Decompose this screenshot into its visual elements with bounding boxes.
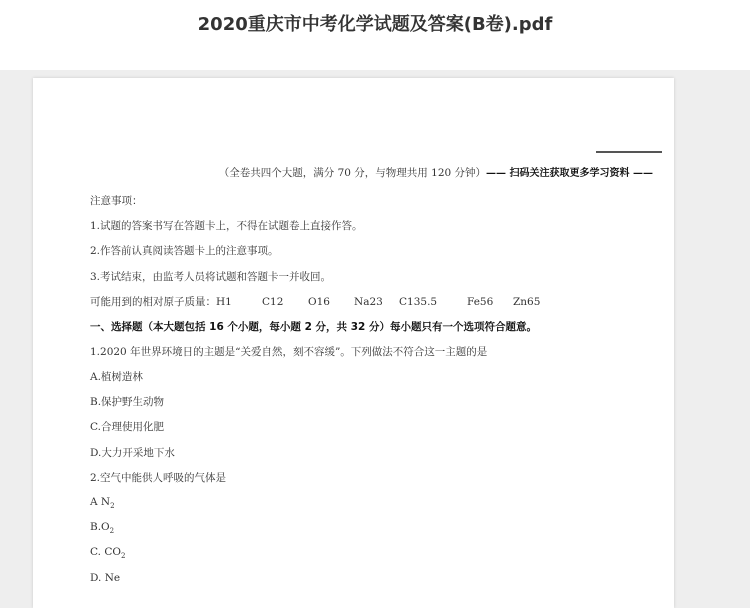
mass-zn: Zn65: [513, 296, 541, 308]
question-2-option-a: [90, 496, 115, 510]
option-text: D. Ne: [90, 572, 121, 584]
note-item-2: 2.作答前认真阅读答题卡上的注意事项。: [90, 245, 279, 257]
question-1-option-c: C.合理使用化肥: [90, 421, 164, 433]
page-header-mark: [596, 151, 662, 157]
question-1-stem: 1.2020 年世界环境日的主题是“关爱自然，刻不容缓”。下列做法不符合这一主题的是: [90, 346, 488, 358]
mass-o: O16: [308, 296, 330, 308]
option-text: A N: [90, 496, 111, 508]
option-text: C. CO: [90, 546, 121, 558]
mass-h: H1: [216, 296, 232, 308]
note-item-3: 3.考试结束，由监考人员将试题和答题卡一并收回。: [90, 271, 332, 283]
notes-heading: 注意事项：: [90, 195, 143, 207]
question-1-option-a: A.植树造林: [90, 371, 143, 383]
option-subscript: 2: [110, 502, 115, 511]
option-subscript: 2: [120, 552, 126, 561]
exam-info-line: [33, 164, 653, 180]
question-1-option-b: B.保护野生动物: [90, 396, 165, 408]
question-2-option-b: [90, 521, 114, 535]
question-1-option-d: D.大力开采地下水: [90, 447, 175, 459]
mass-c: C12: [262, 296, 284, 308]
mass-cl: C135.5: [399, 296, 438, 308]
option-text: B.O: [90, 521, 110, 533]
exam-info: （全卷共四个大题，满分 70 分，与物理共用 120 分钟）: [218, 167, 487, 179]
ad-banner: —— 扫码关注获取更多学习资料 ——: [486, 168, 653, 179]
question-2-option-d: [90, 572, 120, 586]
mass-na: Na23: [354, 296, 383, 308]
pdf-page: [33, 78, 674, 608]
question-2-stem: 2.空气中能供人呼吸的气体是: [90, 472, 227, 484]
atomic-mass-label: 可能用到的相对原子质量：: [90, 296, 216, 308]
question-2-option-c: [90, 546, 125, 560]
section-heading: 一、选择题（本大题包括 16 个小题，每小题 2 分，共 32 分）每小题只有一个选项符合题意。: [90, 321, 537, 333]
mass-fe: Fe56: [467, 296, 494, 308]
title-bar: [0, 0, 750, 70]
atomic-mass-line: [90, 294, 540, 309]
document-title: 2020重庆市中考化学试题及答案(B卷).pdf: [197, 14, 553, 35]
option-subscript: 2: [109, 527, 115, 536]
note-item-1: 1.试题的答案书写在答题卡上，不得在试题卷上直接作答。: [90, 220, 363, 232]
